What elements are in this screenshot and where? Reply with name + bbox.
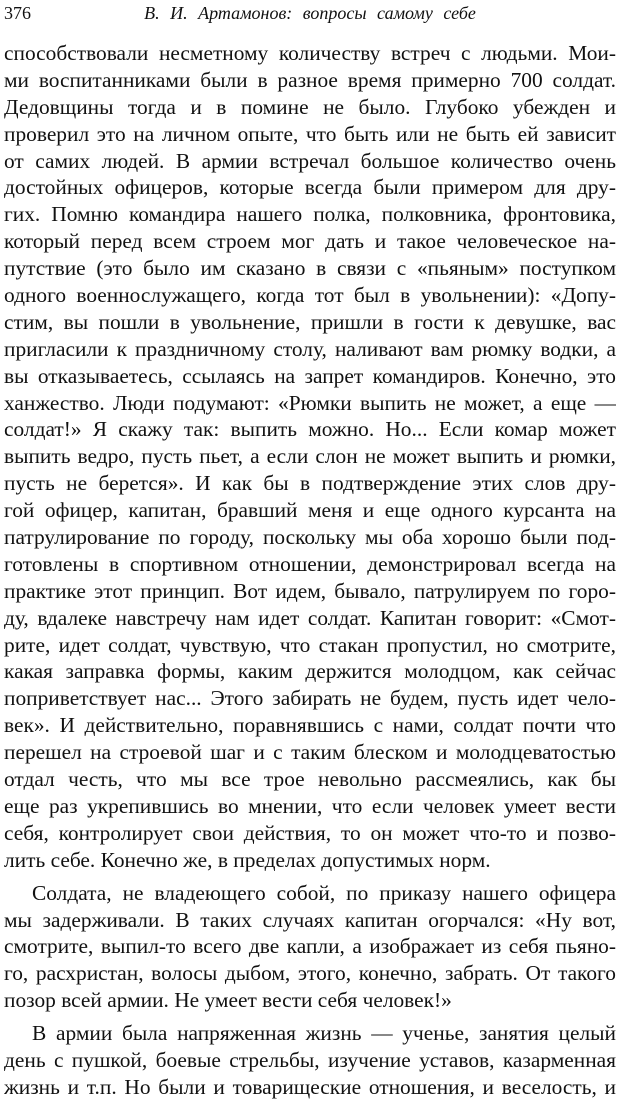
text-line: проверил это на личном опыте, что быть или не быть ей зависит <box>4 121 616 146</box>
text-line: солдат!» Я скажу так: выпить можно. Но... Если комар может <box>4 417 616 442</box>
text-line: пусть не берется». И как бы в подтверждение этих слов дру- <box>4 471 616 496</box>
text-line: ханжество. Люди подумают: «Рюмки выпить не может, а еще — <box>4 390 616 415</box>
text-line: позор всей армии. Не умеет вести себя человек!» <box>4 988 452 1013</box>
text-line: век». И действительно, поравнявшись с нами, солдат почти что <box>4 713 616 738</box>
text-line: перешел на строевой шаг и с таким блеском и молодцеватостью <box>4 740 616 765</box>
text-line: вы отказываетесь, ссылаясь на запрет командиров. Конечно, это <box>4 363 616 388</box>
text-line: смотрите, выпил-то всего две капли, а изображает из себя пьяно- <box>4 934 616 959</box>
text-line: одного военнослужащего, когда тот был в увольнении): «Допу- <box>4 283 616 308</box>
text-line: день с пушкой, боевые стрельбы, изучение уставов, казарменная <box>4 1047 616 1072</box>
text-line: рите, идет солдат, чувствую, что стакан пропустил, но смотрите, <box>4 632 616 657</box>
page-number: 376 <box>4 3 31 23</box>
text-line: В армии была напряженная жизнь — ученье, занятия целый <box>32 1021 616 1046</box>
text-line: себя, контролирует свои действия, то он может что-то и позво- <box>4 820 616 845</box>
text-line: пригласили к праздничному столу, наливают вам рюмку водки, а <box>4 336 616 361</box>
text-line: практике этот принцип. Вот идем, бывало, патрулируем по горо- <box>4 578 616 603</box>
paragraph <box>4 40 616 874</box>
text-line: способствовали несметному количеству встреч с людьми. Мои- <box>4 41 616 65</box>
text-line: стим, вы пошли в увольнение, пришли в гости к девушке, вас <box>4 309 616 334</box>
running-title: В. И. Артамонов: вопросы самому себе <box>144 3 476 23</box>
text-line: го, расхристан, волосы дыбом, этого, конечно, забрать. От такого <box>4 961 616 986</box>
text-line: поприветствует нас... Этого забирать не будем, пусть идет чело- <box>4 686 616 711</box>
paragraph <box>4 1020 616 1101</box>
text-line: патрулирование по городу, поскольку мы оба хорошо были под- <box>4 525 616 550</box>
body-text <box>4 40 616 1101</box>
text-line: Солдата, не владеющего собой, по приказу нашего офицера <box>32 880 616 905</box>
text-line: достойных офицеров, которые всегда были примером для дру- <box>4 175 616 200</box>
text-line: готовлены в спортивном отношении, демонстрировал всегда на <box>4 551 616 576</box>
text-line: от самих людей. В армии встречал большое количество очень <box>4 148 616 173</box>
text-line: Дедовщины тогда и в помине не было. Глубоко убежден и <box>4 94 616 119</box>
text-line: лить себе. Конечно же, в пределах допустимых норм. <box>4 847 491 872</box>
text-line: ми воспитанниками были в разное время примерно 700 солдат. <box>4 67 616 92</box>
text-line: гой офицер, капитан, бравший меня и еще одного курсанта на <box>4 498 616 523</box>
text-line: выпить ведро, пусть пьет, а если слон не может выпить и рюмки, <box>4 444 616 469</box>
text-line: путствие (это было им сказано в связи с «пьяным» поступком <box>4 256 616 281</box>
text-line: жизнь и т.п. Но были и товарищеские отношения, и веселость, и <box>4 1074 616 1099</box>
text-line: какая заправка формы, каким держится молодцом, как сейчас <box>4 659 616 684</box>
page-header <box>4 0 616 26</box>
paragraph <box>4 880 616 1014</box>
text-line: мы задерживали. В таких случаях капитан огорчался: «Ну вот, <box>4 907 616 932</box>
text-line: еще раз укрепившись во мнении, что если человек умеет вести <box>4 793 616 818</box>
text-line: ду, вдалеке навстречу нам идет солдат. Капитан говорит: «Смот- <box>4 605 616 630</box>
text-line: который перед всем строем мог дать и такое человеческое на- <box>4 229 616 254</box>
text-line: гих. Помню командира нашего полка, полковника, фронтовика, <box>4 202 616 227</box>
text-line: отдал честь, что мы все трое невольно рассмеялись, как бы <box>4 767 616 792</box>
